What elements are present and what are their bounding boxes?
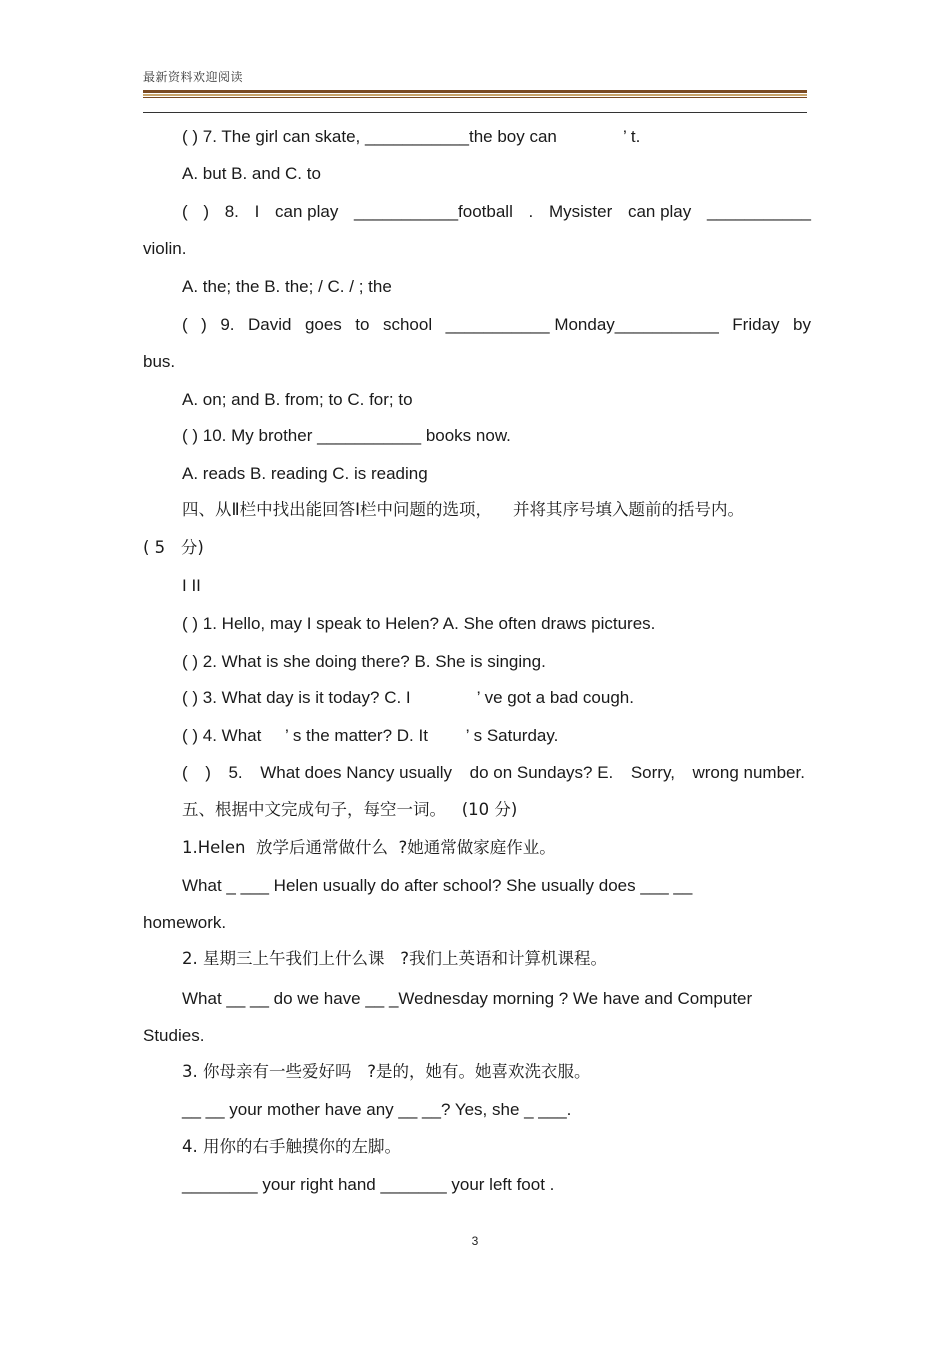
question-8-continued: violin. [143, 239, 187, 258]
m5-part: wrong number. [692, 763, 805, 782]
section-4-score: ( 5 分) [143, 538, 204, 557]
q9-part: school [382, 315, 433, 334]
page-number: 3 [471, 1234, 479, 1248]
question-9-options: A. on; and B. from; to C. for; to [182, 390, 413, 409]
q9-part: 9. [220, 315, 235, 334]
question-10-options: A. reads B. reading C. is reading [182, 464, 428, 483]
q8-part: ___________football [354, 202, 513, 221]
q9-part: goes [304, 315, 342, 334]
question-10: ( ) 10. My brother ___________ books now. [182, 426, 511, 445]
question-7-options: A. but B. and C. to [182, 164, 321, 183]
sentence-4-english: ________ your right hand _______ your left foot . [182, 1175, 555, 1194]
section-4-columns: I II [182, 576, 201, 595]
m5-part: ) [205, 763, 211, 782]
match-item-2: ( ) 2. What is she doing there? B. She is singing. [182, 652, 546, 671]
q8-part: can play [627, 202, 692, 221]
section-5-title: 五、根据中文完成句子，每空一词。 (10 分) [182, 800, 518, 819]
sentence-2-chinese: 2. 星期三上午我们上什么课 ?我们上英语和计算机课程。 [182, 949, 607, 968]
m5-part: Sorry, [630, 763, 675, 782]
sentence-3-english: __ __ your mother have any __ __? Yes, she _ ___. [182, 1100, 572, 1119]
header-rule-light [143, 94, 807, 96]
question-7: ( ) 7. The girl can skate, ___________the boy can ’ t. [182, 127, 641, 146]
q8-part: can play [275, 202, 339, 221]
sentence-2-english: What __ __ do we have __ _Wednesday morning ? We have and Computer [182, 989, 753, 1008]
q9-part: Friday [732, 315, 780, 334]
q8-part: I [254, 202, 260, 221]
q9-part: ( [182, 315, 188, 334]
question-9 [182, 315, 811, 335]
q9-part: ___________ Monday___________ [445, 315, 719, 334]
m5-part: do on Sundays? E. [469, 763, 614, 782]
q8-part: ___________ [706, 202, 811, 221]
section-4-title: 四、从Ⅱ栏中找出能回答Ⅰ栏中问题的选项， 并将其序号填入题前的括号内。 [182, 500, 744, 519]
header-rule-dark [143, 90, 807, 93]
header-text: 最新资料欢迎阅读 [143, 70, 244, 84]
q9-part: to [355, 315, 370, 334]
match-item-4: ( ) 4. What ’ s the matter? D. It ’ s Saturday. [182, 726, 559, 745]
q8-part: Mysister [548, 202, 613, 221]
m5-part: ( [182, 763, 188, 782]
q8-part: . [528, 202, 534, 221]
match-item-5 [182, 763, 805, 783]
sentence-2-continued: Studies. [143, 1026, 205, 1045]
q9-part: by [793, 315, 811, 334]
sentence-1-continued: homework. [143, 913, 227, 932]
header-rule-dark-thin [143, 97, 807, 98]
q8-part: ) [203, 202, 210, 221]
sentence-1-chinese: 1.Helen 放学后通常做什么 ?她通常做家庭作业。 [182, 838, 556, 857]
q9-part: ) [201, 315, 207, 334]
m5-part: What does Nancy usually [260, 763, 453, 782]
q8-part: 8. [224, 202, 239, 221]
q9-part: David [247, 315, 292, 334]
sentence-1-english: What _ ___ Helen usually do after school? She usually does ___ __ [182, 876, 693, 895]
sentence-4-chinese: 4. 用你的右手触摸你的左脚。 [182, 1137, 401, 1156]
question-9-continued: bus. [143, 352, 176, 371]
header-rule-bottom [143, 112, 807, 113]
match-item-3: ( ) 3. What day is it today? C. I ’ ve got a bad cough. [182, 688, 634, 707]
sentence-3-chinese: 3. 你母亲有一些爱好吗 ?是的，她有。她喜欢洗衣服。 [182, 1062, 591, 1081]
question-8 [182, 202, 811, 222]
match-item-1: ( ) 1. Hello, may I speak to Helen? A. She often draws pictures. [182, 614, 656, 633]
q8-part: ( [182, 202, 188, 221]
m5-part: 5. [228, 763, 243, 782]
question-8-options: A. the; the B. the; / C. / ; the [182, 277, 392, 296]
